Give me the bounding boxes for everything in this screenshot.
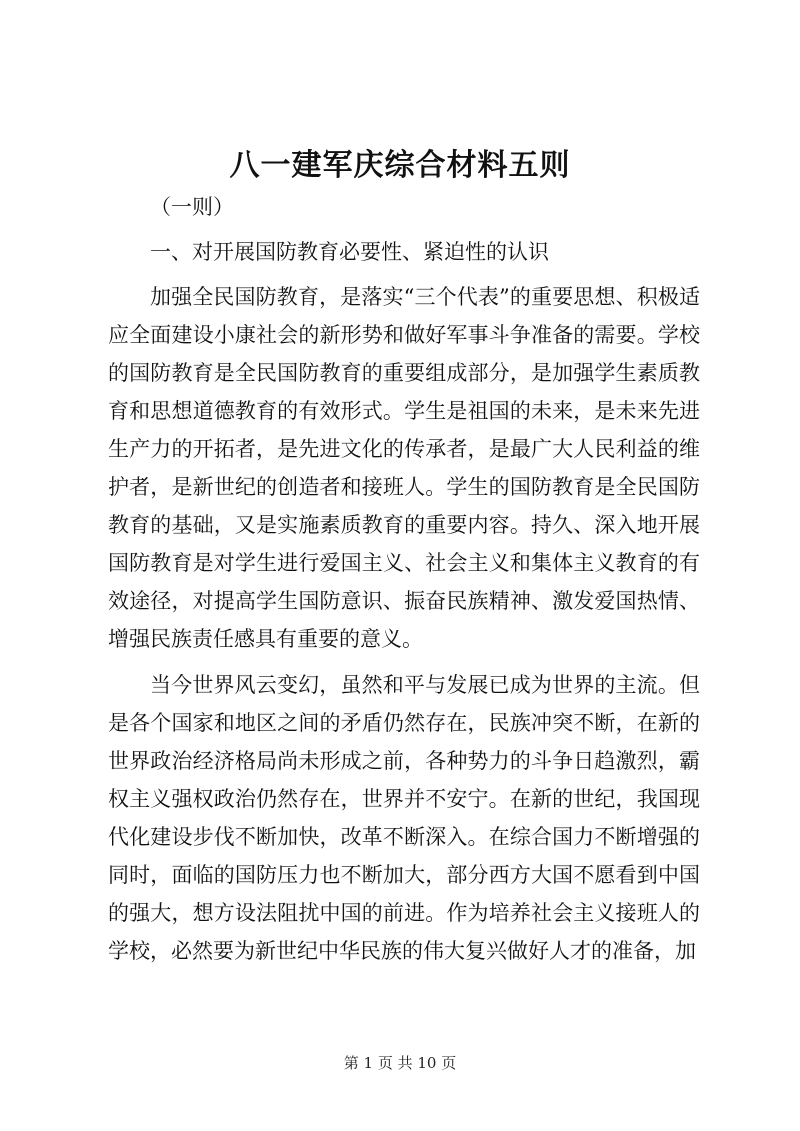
page-footer: 第 1 页 共 10 页 [343, 1054, 457, 1072]
document-subtitle: （一则） [150, 195, 234, 219]
paragraph-1: 加强全民国防教育，是落实“三个代表”的重要思想、积极适应全面建设小康社会的新形势和做好军事斗争准备的需要。学校的国防教育是全民国防教育的重要组成部分，是加强学生素质教育和思想道德教育的有效形式。学生是祖国的未来，是未来先进生产力的开拓者，是先进文化的传承者，是最广大人民利益的维护者，是新世纪的创造者和接班人。学生的国防教育是全民国防教育的基础，又是实施素质教育的重要内容。持久、深入地开展国防教育是对学生进行爱国主义、社会主义和集体主义教育的有效途径，对提高学生国防意识、振奋民族精神、激发爱国热情、增强民族责任感具有重要的意义。 [108, 285, 700, 651]
paragraph-2: 当今世界风云变幻，虽然和平与发展已成为世界的主流。但是各个国家和地区之间的矛盾仍然存在，民族冲突不断，在新的世界政治经济格局尚未形成之前，各种势力的斗争日趋激烈，霸权主义强权政治仍然存在，世界并不安宁。在新的世纪，我国现代化建设步伐不断加快，改革不断深入。在综合国力不断增强的同时，面临的国防压力也不断加大，部分西方大国不愿看到中国的强大，想方设法阻扰中国的前进。作为培养社会主义接班人的学校，必然要为新世纪中华民族的伟大复兴做好人才的准备，加 [108, 673, 700, 963]
document-title: 八一建军庆综合材料五则 [229, 148, 571, 183]
section-heading: 一、对开展国防教育必要性、紧迫性的认识 [150, 240, 549, 264]
document-body [108, 188, 700, 978]
